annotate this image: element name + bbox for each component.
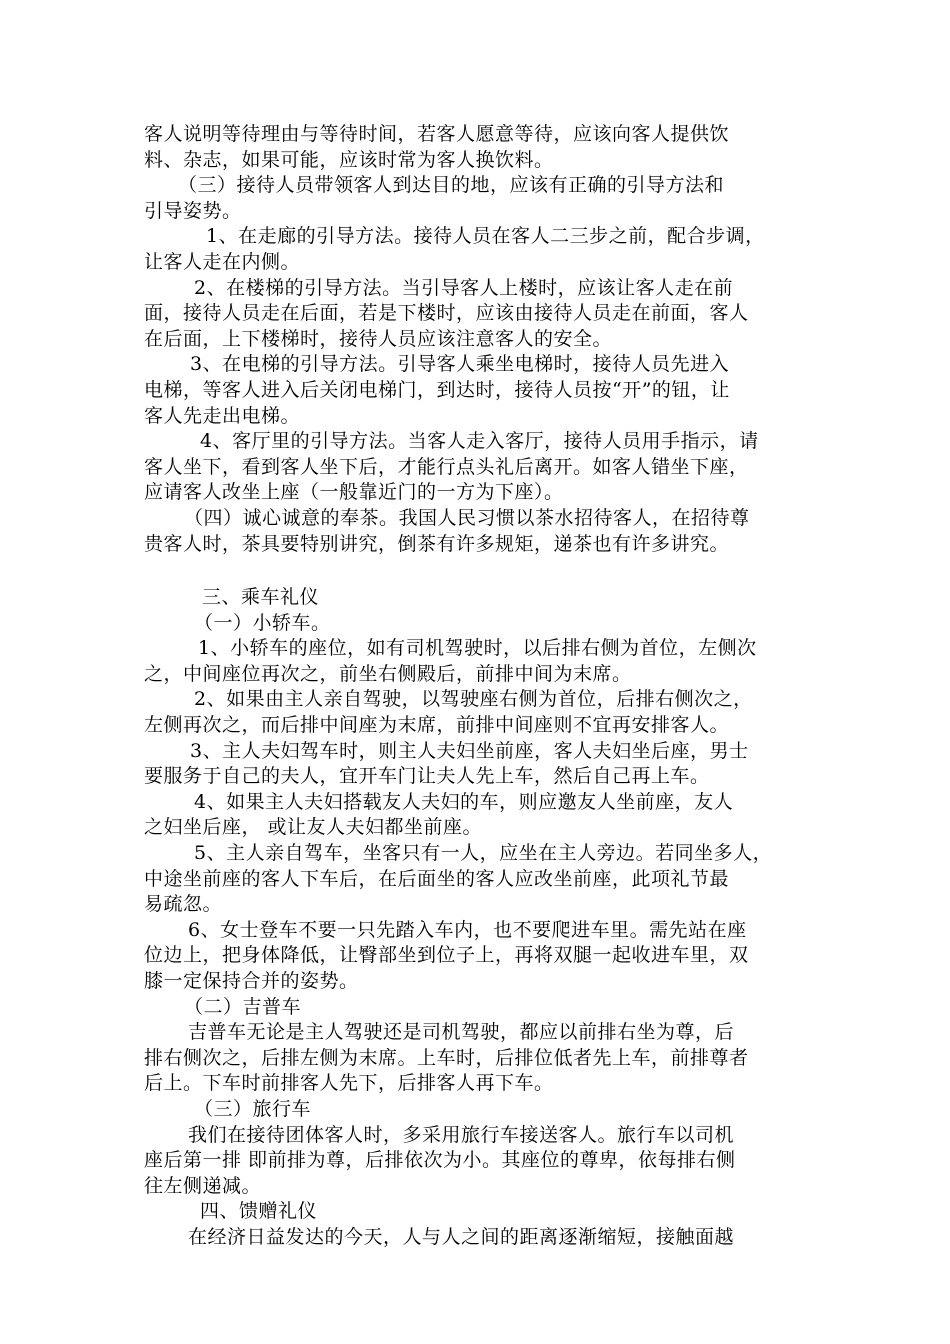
text-line: 往左侧递减。 xyxy=(144,1174,262,1197)
text-line: 之妇坐后座， 或让友人夫妇都坐前座。 xyxy=(144,816,483,839)
text-line: 膝一定保持合并的姿势。 xyxy=(144,970,359,992)
text-line: 4、如果主人夫妇搭载友人夫妇的车，则应邀友人坐前座，友人 xyxy=(194,790,734,813)
text-line: 后上。下车时前排客人先下，后排客人再下车。 xyxy=(144,1072,554,1095)
text-line: 座后第一排 即前排为尊，后排依次为小。其座位的尊卑，依每排右侧 xyxy=(144,1149,736,1172)
text-line: 引导姿势。 xyxy=(144,199,242,222)
text-line: 5、主人亲自驾车，坐客只有一人，应坐在主人旁边。若同坐多人， xyxy=(194,842,773,865)
text-line: 在经济日益发达的今天，人与人之间的距离逐渐缩短，接触面越 xyxy=(188,1225,735,1248)
text-line: 易疏忽。 xyxy=(144,893,223,916)
text-line: 3、在电梯的引导方法。引导客人乘坐电梯时，接待人员先进入 xyxy=(190,353,730,376)
text-line: 要服务于自己的夫人，宜开车门让夫人先上车，然后自己再上车。 xyxy=(144,765,710,788)
text-line: 四、馈赠礼仪 xyxy=(200,1200,318,1223)
text-line: 3、主人夫妇驾车时，则主人夫妇坐前座，客人夫妇坐后座，男士 xyxy=(190,739,749,762)
text-line: （一）小轿车。 xyxy=(194,611,331,634)
text-line: （四）诚心诚意的奉茶。我国人民习惯以茶水招待客人，在招待尊 xyxy=(184,506,750,529)
blank-line xyxy=(144,557,814,585)
text-line: 我们在接待团体客人时，多采用旅行车接送客人。旅行车以司机 xyxy=(188,1123,735,1146)
text-line: （三）旅行车 xyxy=(194,1097,312,1120)
text-line: 排右侧次之，后排左侧为末席。上车时，后排位低者先上车，前排尊者 xyxy=(144,1046,749,1069)
text-line: 左侧再次之，而后排中间座为末席，前排中间座则不宜再安排客人。 xyxy=(144,714,730,737)
text-line: 三、乘车礼仪 xyxy=(202,586,320,609)
text-line: 之，中间座位再次之，前坐右侧殿后，前排中间为末席。 xyxy=(144,662,632,685)
text-line: 客人坐下，看到客人坐下后，才能行点头礼后离开。如客人错坐下座， xyxy=(144,455,749,478)
text-line: 6、女士登车不要一只先踏入车内，也不要爬进车里。需先站在座 xyxy=(188,918,747,941)
text-line: 2、如果由主人亲自驾驶，以驾驶座右侧为首位，后排右侧次之， xyxy=(194,688,753,711)
text-line: 吉普车无论是主人驾驶还是司机驾驶，都应以前排右坐为尊，后 xyxy=(188,1021,735,1044)
text-line: （二）吉普车 xyxy=(184,995,302,1018)
text-line: 客人先走出电梯。 xyxy=(144,404,301,427)
text-line: （三）接待人员带领客人到达目的地，应该有正确的引导方法和 xyxy=(178,174,725,197)
text-line: 在后面，上下楼梯时，接待人员应该注意客人的安全。 xyxy=(144,327,613,350)
text-line: 中途坐前座的客人下车后，在后面坐的客人应改坐前座，此项礼节最 xyxy=(144,867,730,890)
text-line: 4、客厅里的引导方法。当客人走入客厅，接待人员用手指示，请 xyxy=(200,430,759,453)
text-line: 让客人走在内侧。 xyxy=(144,250,301,273)
document-body xyxy=(144,122,814,1251)
text-line: 电梯，等客人进入后关闭电梯门，到达时，接待人员按“开”的钮，让 xyxy=(144,378,730,401)
text-line: 1、小轿车的座位，如有司机驾驶时，以后排右侧为首位，左侧次 xyxy=(198,637,757,660)
text-line: 位边上，把身体降低，让臀部坐到位子上，再将双腿一起收进车里，双 xyxy=(144,944,749,967)
text-line: 应请客人改坐上座（一般靠近门的一方为下座）。 xyxy=(144,481,564,504)
text-line: 2、在楼梯的引导方法。当引导客人上楼时，应该让客人走在前 xyxy=(194,276,734,299)
text-line: 面，接待人员走在后面，若是下楼时，应该由接待人员走在前面，客人 xyxy=(144,302,749,325)
text-line: 客人说明等待理由与等待时间，若客人愿意等待，应该向客人提供饮 xyxy=(144,123,730,145)
text-line: 贵客人时，茶具要特别讲究，倒茶有许多规矩，递茶也有许多讲究。 xyxy=(144,532,730,555)
text-line: 1、在走廊的引导方法。接待人员在客人二三步之前，配合步调， xyxy=(206,225,765,248)
text-line: 料、杂志，如果可能，应该时常为客人换饮料。 xyxy=(144,148,554,171)
